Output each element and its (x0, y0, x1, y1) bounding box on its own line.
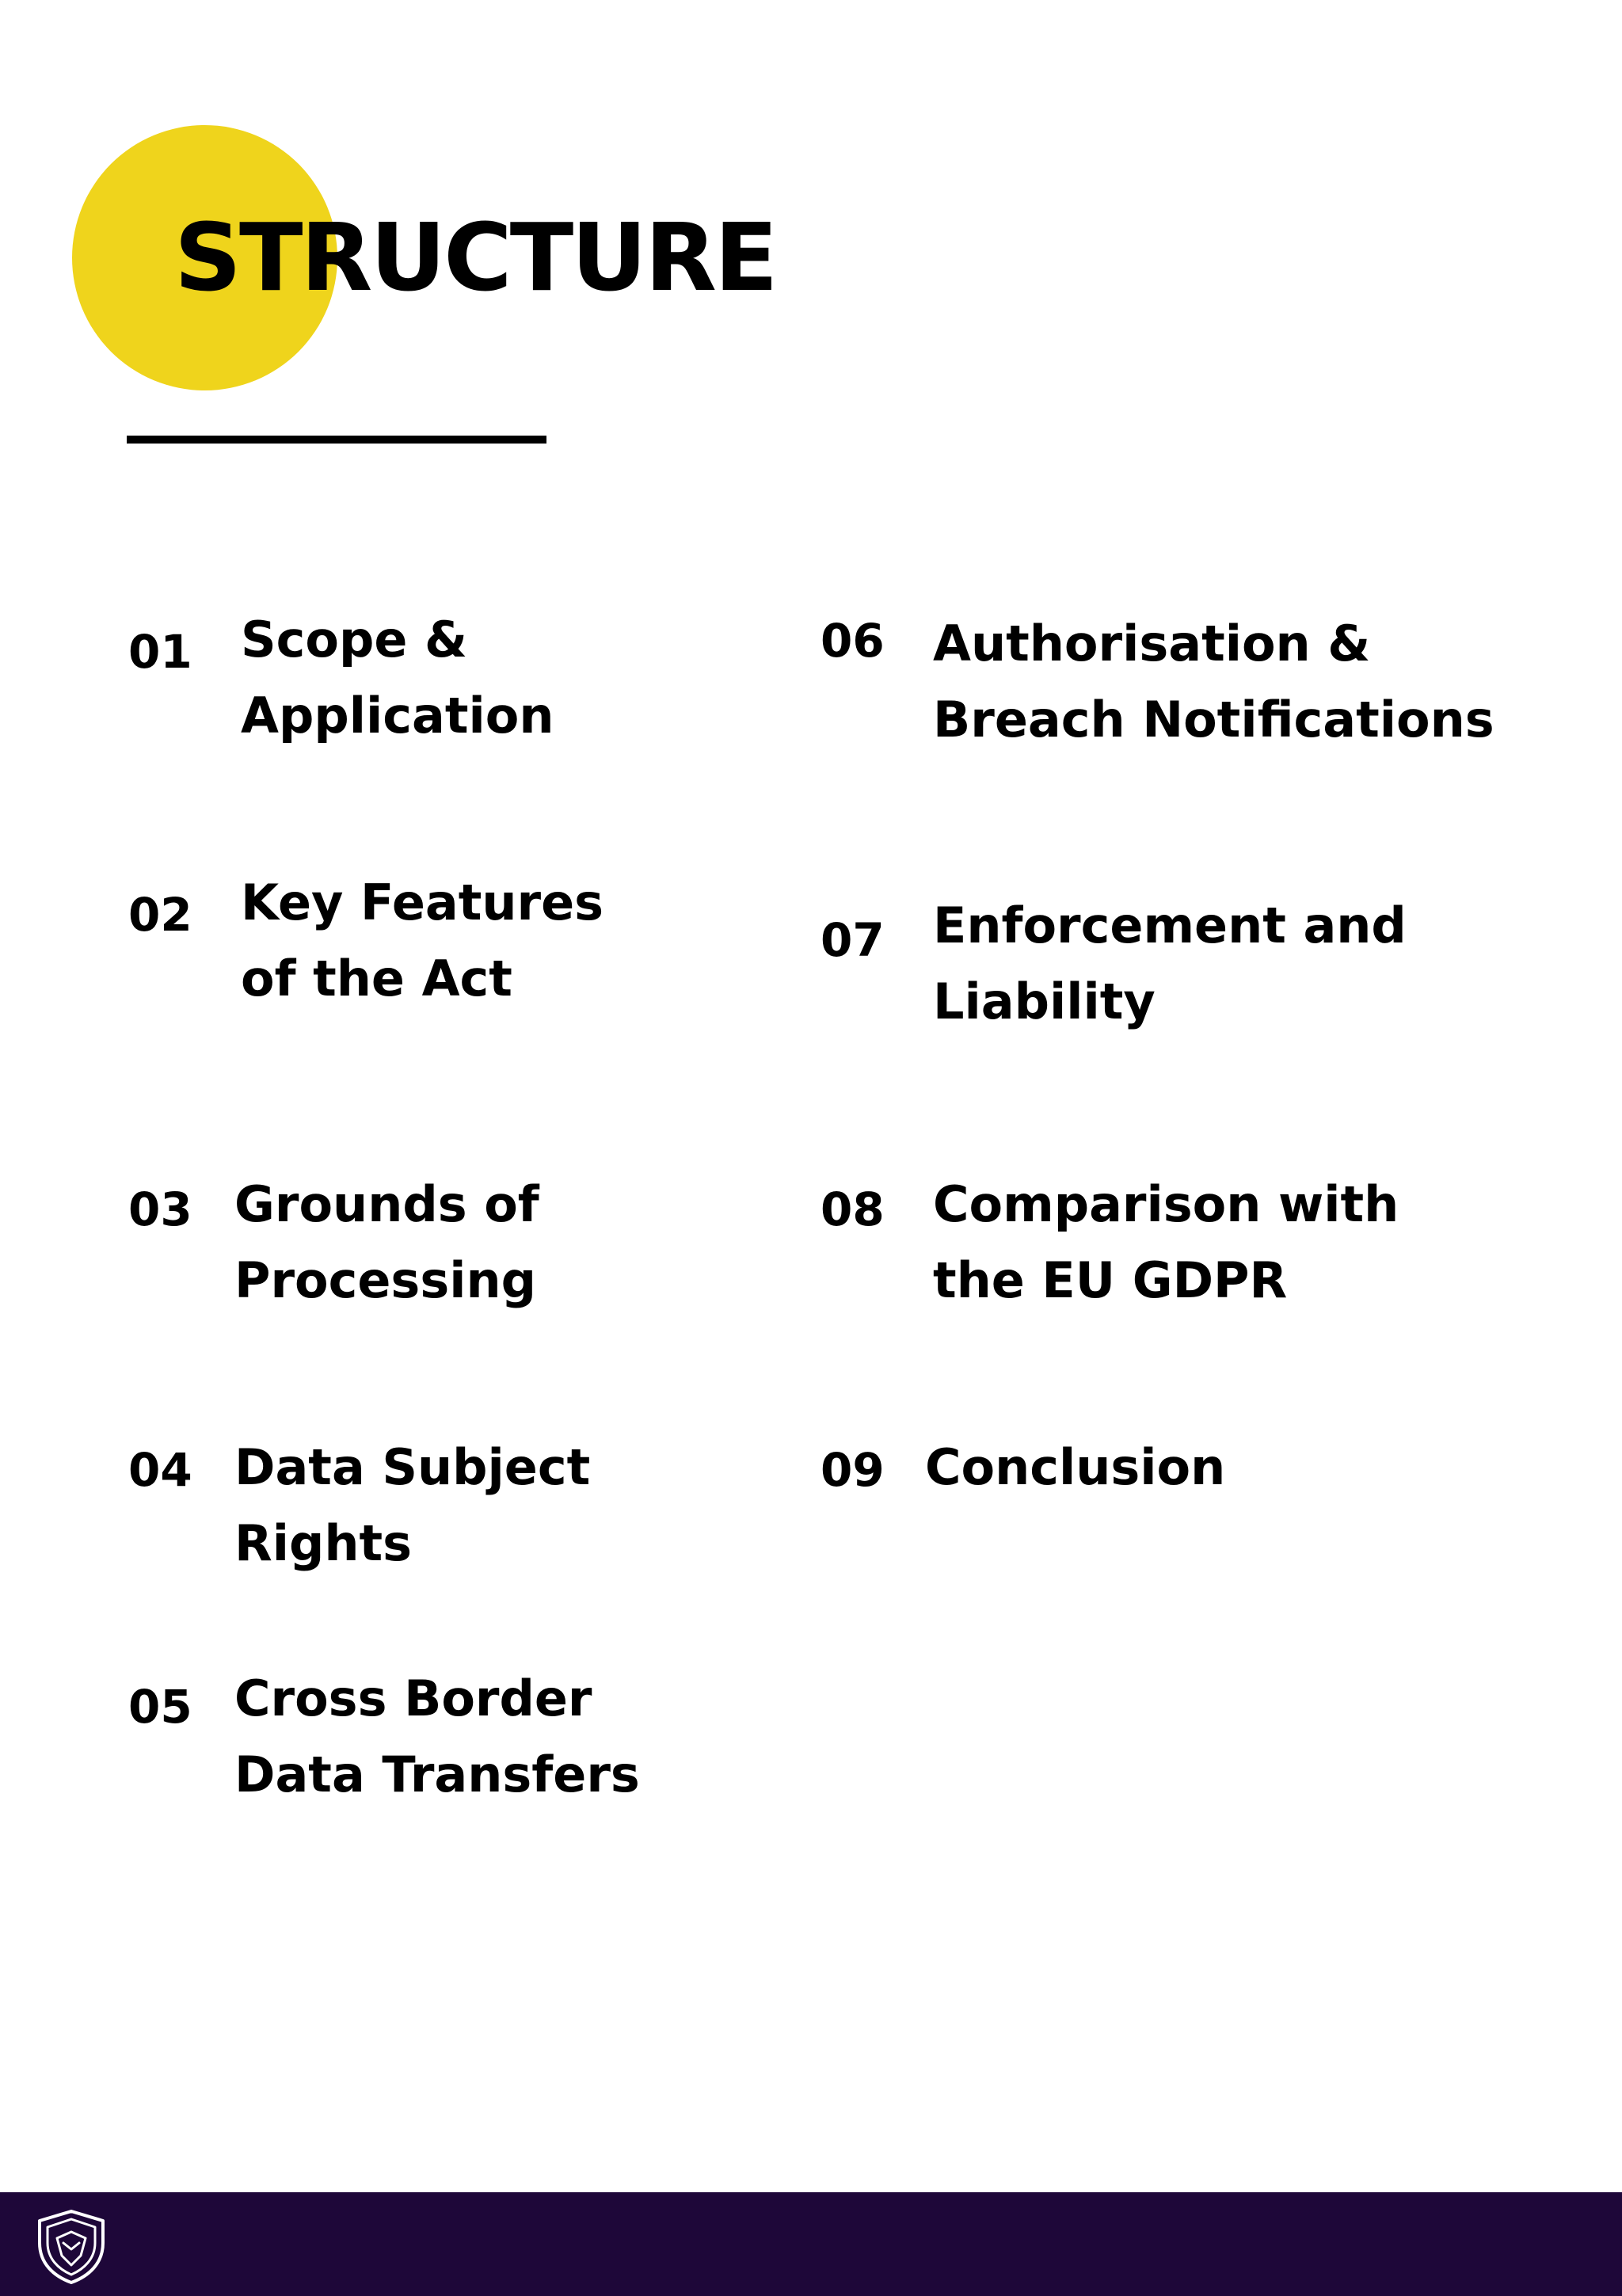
footer-bar (0, 2192, 1622, 2296)
toc-label-line: Scope & (241, 611, 468, 668)
toc-number: 03 (128, 1182, 192, 1236)
toc-number: 05 (128, 1680, 192, 1734)
toc-label-line: Data Transfers (234, 1746, 640, 1803)
toc-label-line: Data Subject (234, 1438, 591, 1496)
toc-label-line: Processing (234, 1251, 536, 1309)
toc-label-line: Cross Border (234, 1670, 592, 1727)
toc-number: 07 (821, 913, 885, 967)
toc-number: 04 (128, 1443, 192, 1497)
toc-label-line: the EU GDPR (933, 1251, 1288, 1309)
toc-number: 06 (821, 614, 885, 668)
page-title: STRUCTURE (174, 203, 776, 312)
toc-label-line: Authorisation & (933, 615, 1371, 672)
toc-label-line: Enforcement and (933, 897, 1407, 954)
toc-label-line: Rights (234, 1514, 413, 1572)
toc-label-line: of the Act (241, 950, 512, 1007)
toc-number: 08 (821, 1182, 885, 1236)
toc-number: 09 (821, 1443, 885, 1497)
toc-label-line: Application (241, 687, 554, 744)
toc-label-line: Key Features (241, 874, 604, 931)
title-underline (127, 436, 546, 444)
toc-label-line: Grounds of (234, 1175, 539, 1233)
toc-label-line: Breach Notifications (933, 691, 1494, 748)
toc-number: 02 (128, 888, 192, 942)
toc-label-line: Liability (933, 973, 1156, 1030)
toc-label-line: Conclusion (925, 1438, 1226, 1496)
shield-logo-icon (35, 2208, 108, 2286)
toc-label-line: Comparison with (933, 1175, 1399, 1233)
toc-number: 01 (128, 625, 192, 679)
